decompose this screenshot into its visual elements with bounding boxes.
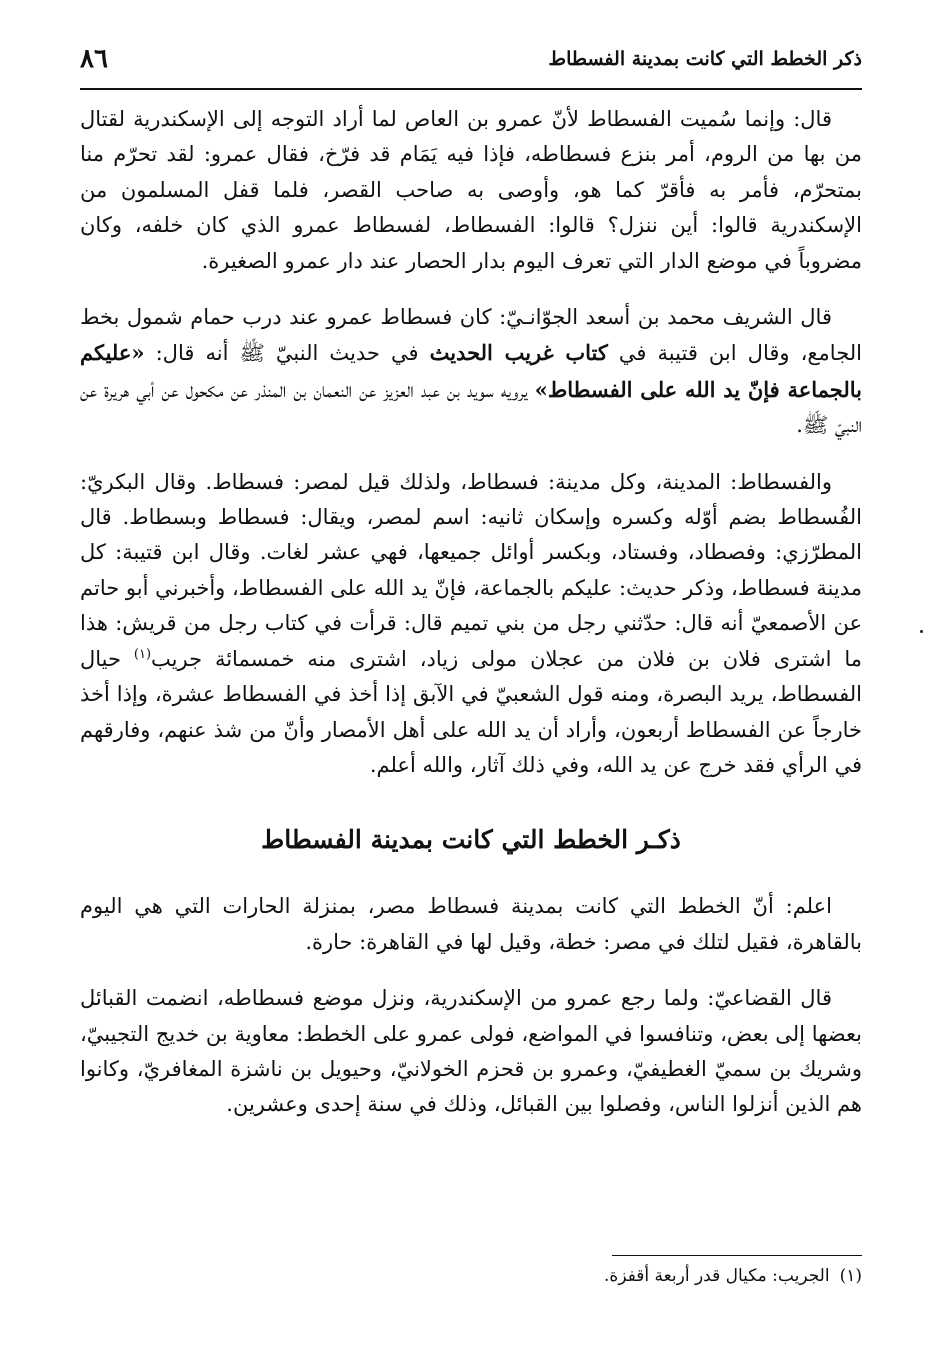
hadith-quote: «عليكم بالجماعة فإنّ يد الله على الفسطاط» — [80, 340, 862, 402]
running-head — [80, 40, 862, 78]
footnote-text: الجريب: مكيال قدر أربعة أقفزة. — [604, 1266, 830, 1286]
running-title: ذكر الخطط التي كانت بمدينة الفسطاط — [548, 48, 862, 70]
section-heading: ذكـر الخطط التي كانت بمدينة الفسطاط — [261, 825, 681, 855]
header-rule — [80, 88, 862, 90]
text-segment: قال الشريف محمد بن أسعد الجوّانـيّ: كان فسطاط عمرو عند درب حمام شمول بخط الجامع، وقال ابن قتيبة في — [80, 305, 862, 366]
page-number: ٨٦ — [80, 44, 108, 74]
footnote — [80, 1262, 862, 1290]
paragraph-naming-fustat: قال: وإنما سُميت الفسطاط لأنّ عمرو بن العاص لما أراد التوجه إلى الإسكندرية لقتال من بها من الروم، أمر بنزع فسطاطه، فإذا فيه يَمَام قد فرّخ، فقال عمرو: لقد تحرّم منا بمتحرّم، فأمر به فأقرّ كما هو، وأوصى به صاحب القصر، فلما قفل المسلمون من الإسكندرية قالوا: أين ننزل؟ قالوا: الفسطاط، لفسطاط عمرو الذي كان خلفه، وكان مضروباً في موضع الدار التي تعرف اليوم بدار الحصار عند دار عمرو الصغيرة. — [80, 107, 862, 273]
text-segment: يرويه سويد بن عبد العزيز عن النعمان بن المنذر عن مكحول عن أبي هريرة عن النبيّ ﷺ. — [80, 377, 862, 438]
book-title: كتاب غريب الحديث — [429, 340, 608, 366]
scan-speck — [920, 630, 923, 633]
text-segment: والفسطاط: المدينة، وكل مدينة: فسطاط، ولذلك قيل لمصر: فسطاط. وقال البكريّ: الفُسطاط بضم أوّله وكسره وإسكان ثانيه: اسم لمصر، ويقال: فسطاط وبسطاط. قال المطرّزي: وفصطاد، وفستاد، وبكسر أوائل جميعها، فهي عشر لغات. وقال ابن قتيبة: كل مدينة فسطاط، وذكر حديث: عليكم بالجماعة، فإنّ يد الله على الفسطاط، وأخبرني أبو حاتم عن الأصمعيّ أنه قال: حدّثني رجل من بني تميم قال: قرأت في كتاب رجل من قريش: هذا ما اشترى فلان بن فلان من عجلان مولى زياد، اشترى منه خمسمائة جريب — [80, 469, 862, 671]
footnote-number: (١) — [839, 1266, 862, 1286]
paragraph-qudai: قال القضاعيّ: ولما رجع عمرو من الإسكندرية، ونزل موضع فسطاطه، انضمت القبائل بعضها إلى بعض، وتنافسوا في المواضع، فولى عمرو على الخطط: معاوية بن خديج التجيبيّ، وشريك بن سميّ الغطيفيّ، وعمرو بن قحزم الخولانيّ، وحيويل بن ناشزة المغافريّ، وكانوا هم الذين أنزلوا الناس، وفصلوا بين القبائل، وذلك في سنة إحدى وعشرين. — [80, 986, 862, 1117]
footnote-rule — [612, 1255, 862, 1256]
paragraph-khitat-intro: اعلم: أنّ الخطط التي كانت بمدينة فسطاط مصر، بمنزلة الحارات التي هي اليوم بالقاهرة، فقيل لتلك في مصر: خطة، وقيل لها في القاهرة: حارة. — [80, 894, 862, 954]
footnote-reference[interactable]: (١) — [133, 646, 152, 662]
paragraph-jawwani — [80, 300, 862, 444]
text-segment: في حديث النبيّ ﷺ أنه قال: — [144, 341, 430, 366]
body-text — [80, 102, 862, 1144]
text-segment: حيال الفسطاط، يريد البصرة، ومنه قول الشعبيّ في الآبق إذا أخذ في الفسطاط عشرة، وإذا أخذ خارجاً عن الفسطاط أربعون، وأراد أن يد الله على أهل الأمصار وأنّ من شذ عنهم، وفارقهم في الرأي فقد خرج عن يد الله، وفي ذلك آثار، والله أعلم. — [80, 646, 862, 777]
paragraph-fustat-meaning — [80, 465, 862, 784]
